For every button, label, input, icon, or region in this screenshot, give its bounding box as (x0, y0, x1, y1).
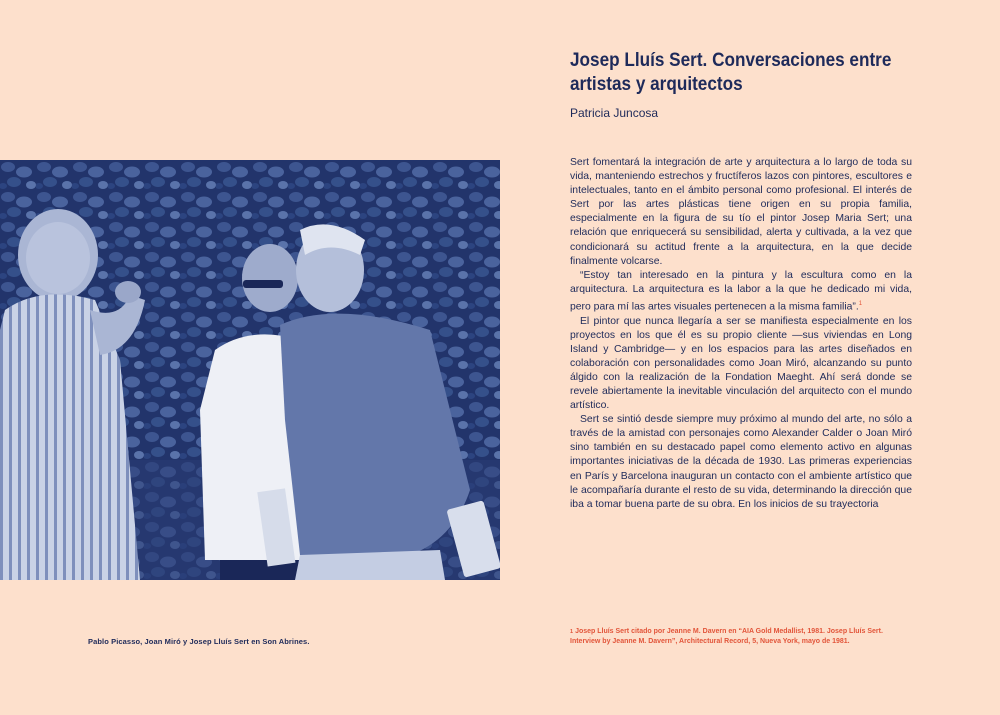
article-body (570, 156, 912, 512)
article-title: Josep Lluís Sert. Conversaciones entre artistas y arquitectos (570, 49, 892, 95)
photo-caption: Pablo Picasso, Joan Miró y Josep Lluís Sert en Son Abrines. (88, 637, 310, 646)
footnote (570, 627, 915, 647)
article-author: Patricia Juncosa (570, 106, 659, 120)
right-page (500, 0, 1000, 715)
photo-illustration (0, 160, 500, 580)
footnote-marker[interactable]: 1 (858, 300, 863, 307)
footnote-text: Josep Lluís Sert citado por Jeanne M. Davern en “AIA Gold Medallist, 1981. Josep Lluís Sert. Interview by Jeanne M. Davern”, Architectural Record, 5, Nueva York, mayo de 1981. (570, 628, 883, 645)
footnote-number: 1 (570, 629, 574, 635)
quote-text: “Estoy tan interesado en la pintura y la escultura como en la arquitectura. La arquitectura es la labor a la que he dedicado mi vida, pero para mí las artes visuales pertenecen a la misma familia”. (570, 269, 912, 313)
paragraph: Sert fomentará la integración de arte y arquitectura a lo largo de toda su vida, manteniendo estrechos y fructíferos lazos con pintores, escultores e intelectuales, tanto en el ámbito personal como profesional. El interés de Sert por las artes plásticas tiene origen en su propia familia, especialmente en la figura de su tío el pintor Josep Maria Sert; una relación que enriquecerá su sensibilidad, alerta y cultivada, a la vez que condicionará su actitud frente a la arquitectura, en la que decide finalmente volcarse. (570, 157, 912, 267)
duotone-photo (0, 160, 500, 580)
paragraph (570, 269, 912, 315)
paragraph: Sert se sintió desde siempre muy próximo al mundo del arte, no sólo a través de la amistad con personajes como Alexander Calder o Joan Miró sino también en su destacado papel como elemento activo en algunas importantes iniciativas de la década de 1930. Las primeras experiencias en París y Barcelona inauguran un contacto con el ambiente artístico que le acompañaría durante el resto de su vida, determinando la dirección que iba a tomar buena parte de su obra. En los inicios de su trayectoria (570, 414, 912, 510)
paragraph: El pintor que nunca llegaría a ser se manifiesta especialmente en los proyectos en los que él es su propio cliente —sus viviendas en Long Island y Cambridge— y en los espacios para las artes diseñados en colaboración con personalidades como Joan Miró, alcanzando su punto álgido con la realización de la Fondation Maeght. Ahí será donde se revele abiertamente la inevitable vinculación del arquitecto con el mundo artístico. (570, 315, 912, 412)
